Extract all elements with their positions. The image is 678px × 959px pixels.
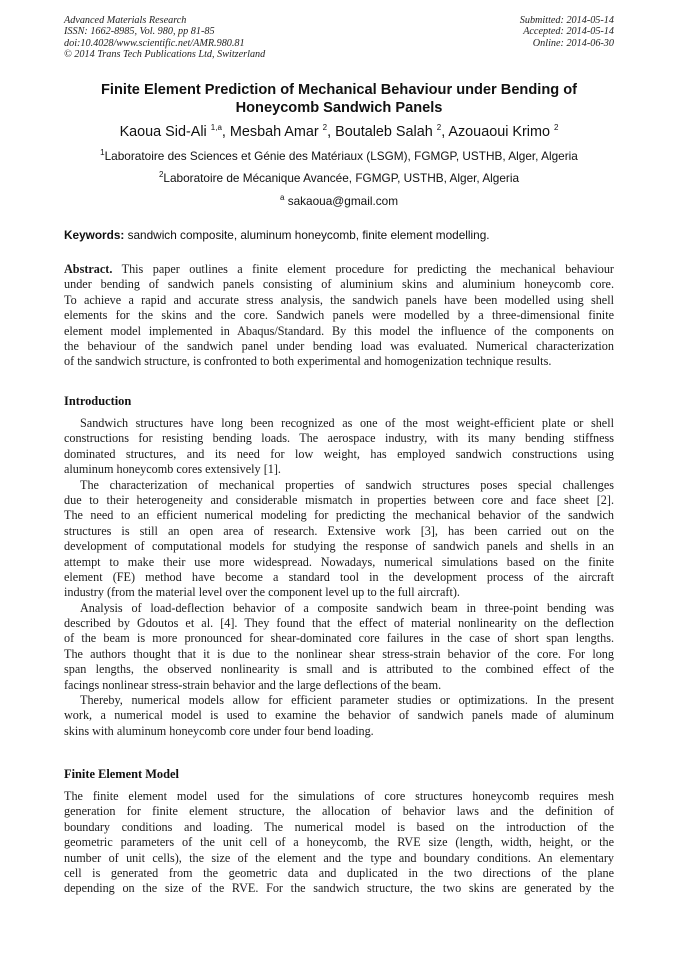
intro-line: industry (from the material level over the component level up to the full aircraft). <box>64 585 460 600</box>
abstract-line: element model implemented in Abaqus/Standard. By this model the influence of the components on <box>64 323 614 338</box>
intro-line: due to their heterogeneity and considerable mismatch in properties between core and face sheet [2]. <box>64 492 614 507</box>
abstract-line: the behaviour of the sandwich panel under bending load was evaluated. Numerical characterization <box>64 338 614 353</box>
introduction-body <box>64 416 614 739</box>
abstract-line: under bending of sandwich panels consisting of aluminium skins and aluminium honeycomb core. <box>64 277 614 292</box>
abstract-label: Abstract. <box>64 262 113 276</box>
abstract-line: To achieve a rapid and accurate stress analysis, the sandwich panels have been modelled using shell <box>64 292 614 307</box>
section-heading-finite-element-model: Finite Element Model <box>64 767 179 781</box>
fem-line: number of unit cells), the size of the element and the type and boundary conditions. An elementary <box>64 850 614 865</box>
intro-line: skins with aluminum honeycomb core under four bend loading. <box>64 723 374 738</box>
submission-dates <box>520 15 614 49</box>
abstract-line-text: This paper outlines a finite element procedure for predicting the mechanical behaviour <box>112 262 614 276</box>
accepted-date: Accepted: 2014-05-14 <box>523 26 614 38</box>
journal-header <box>64 15 265 61</box>
intro-line: described by Gdoutos et al. [4]. They found that the effect of material nonlinearity on the deflection <box>64 616 614 631</box>
email-address: sakaoua@gmail.com <box>284 194 399 208</box>
intro-line: Sandwich structures have long been recognized as one of the most weight-efficient plate or shell <box>80 416 614 430</box>
contact-email <box>20 194 658 208</box>
intro-line: attempt to make their use more widespread. Nowadays, numerical simulations based on the finite <box>64 554 614 569</box>
affiliation-mark: 1 <box>100 148 105 158</box>
affiliation-text: Laboratoire des Sciences et Génie des Matériaux (LSGM), FGMGP, USTHB, Alger, Algeria <box>104 149 578 163</box>
abstract-line: elements for the skins and the core. Sandwich panels were modelled by a three-dimensional finite <box>64 308 614 323</box>
fem-line: generation for finite element structure, the allocation of behavior laws and the definition of <box>64 804 614 819</box>
intro-line: development of computational models for studying the response of sandwich panels and shells in an <box>64 539 614 554</box>
fem-line: The finite element model used for the simulations of core structures honeycomb requires mesh <box>64 789 614 803</box>
author-list <box>20 123 658 141</box>
intro-line: of the beam is more pronounced for shear-dominated core failures in the case of short span lengths. <box>64 631 614 646</box>
intro-line: Analysis of load-deflection behavior of a composite sandwich beam in three-point bending was <box>80 600 614 615</box>
email-mark: a <box>279 193 285 203</box>
author-name: , Azouaoui Krimo <box>441 124 554 140</box>
fem-line: geometric parameters of the unit cell of a honeycomb, the RVE size (length, width, height, or the <box>64 835 614 850</box>
paper-title <box>40 82 638 117</box>
online-date: Online: 2014-06-30 <box>532 37 614 49</box>
author-affiliation-mark: 1,a <box>210 123 222 133</box>
author-name: , Mesbah Amar <box>221 124 323 140</box>
keywords <box>64 228 616 242</box>
abstract-line: of the sandwich structure, is confronted to both experimental and homogenization technique results. <box>64 354 552 369</box>
author-name: , Boutaleb Salah <box>327 124 437 140</box>
intro-line: The characterization of mechanical properties of sandwich structures poses special challenges <box>80 477 614 492</box>
abstract-line <box>64 262 614 277</box>
fem-line: depending on the size of the RVE. For the sandwich structure, the two skins are generated by the <box>64 881 614 896</box>
intro-line: dominated structures, and its need for low weight, has employed sandwich constructions using <box>64 446 614 461</box>
author-affiliation-mark: 2 <box>553 123 559 133</box>
intro-line: element (FE) method have become a standard tool in the development process of the aircraft <box>64 569 614 584</box>
affiliation <box>20 171 658 185</box>
intro-line: The authors thought that it is due to the nonlinear shear stress-strain behavior of the core. For long <box>64 646 614 661</box>
intro-line: Thereby, numerical models allow for efficient parameter studies or optimizations. In the present <box>80 693 614 708</box>
title-line: Honeycomb Sandwich Panels <box>235 99 443 116</box>
intro-line: constructions for resisting bending loads. The aerospace industry, with its many bending stiffness <box>64 431 614 446</box>
fem-line: boundary conditions and loading. The numerical model is based on the introduction of the <box>64 819 614 834</box>
keywords-text: sandwich composite, aluminum honeycomb, finite element modelling. <box>124 228 490 242</box>
intro-line: The need to an efficient numerical modeling for predicting the mechanical behavior of the sandwich <box>64 508 614 523</box>
intro-line: span lengths, the observed nonlinearity is small and is attributed to the combined effect of the <box>64 662 614 677</box>
author-affiliation-mark: 2 <box>322 123 328 133</box>
fem-line: cell is generated from the geometric data and duplicated in the two directions of the plane <box>64 865 614 880</box>
submitted-date: Submitted: 2014-05-14 <box>519 15 614 26</box>
journal-doi: doi:10.4028/www.scientific.net/AMR.980.81 <box>64 37 245 49</box>
keywords-label: Keywords: <box>64 228 125 242</box>
title-line: Finite Element Prediction of Mechanical Behaviour under Bending of <box>101 82 577 98</box>
intro-line: aluminum honeycomb cores extensively [1]. <box>64 462 281 477</box>
journal-name: Advanced Materials Research <box>64 15 187 26</box>
author-name: Kaoua Sid-Ali <box>119 124 211 140</box>
affiliation-mark: 2 <box>158 170 164 180</box>
affiliation-text: Laboratoire de Mécanique Avancée, FGMGP, USTHB, Alger, Algeria <box>163 171 520 185</box>
affiliation <box>20 149 658 163</box>
intro-line: structures is still an open area of research. Extensive work [3], has been carried out on the <box>64 523 614 538</box>
finite-element-model-body <box>64 789 614 897</box>
abstract <box>64 262 614 370</box>
intro-line: facings nonlinear stress-strain behavior and the large deflections of the beam. <box>64 677 442 692</box>
journal-issn: ISSN: 1662-8985, Vol. 980, pp 81-85 <box>64 26 215 38</box>
author-affiliation-mark: 2 <box>436 123 442 133</box>
intro-line: work, a numerical model is used to examine the behavior of sandwich panels made of aluminum <box>64 708 614 723</box>
section-heading-introduction: Introduction <box>64 394 132 408</box>
journal-copyright: © 2014 Trans Tech Publications Ltd, Switzerland <box>64 49 266 61</box>
